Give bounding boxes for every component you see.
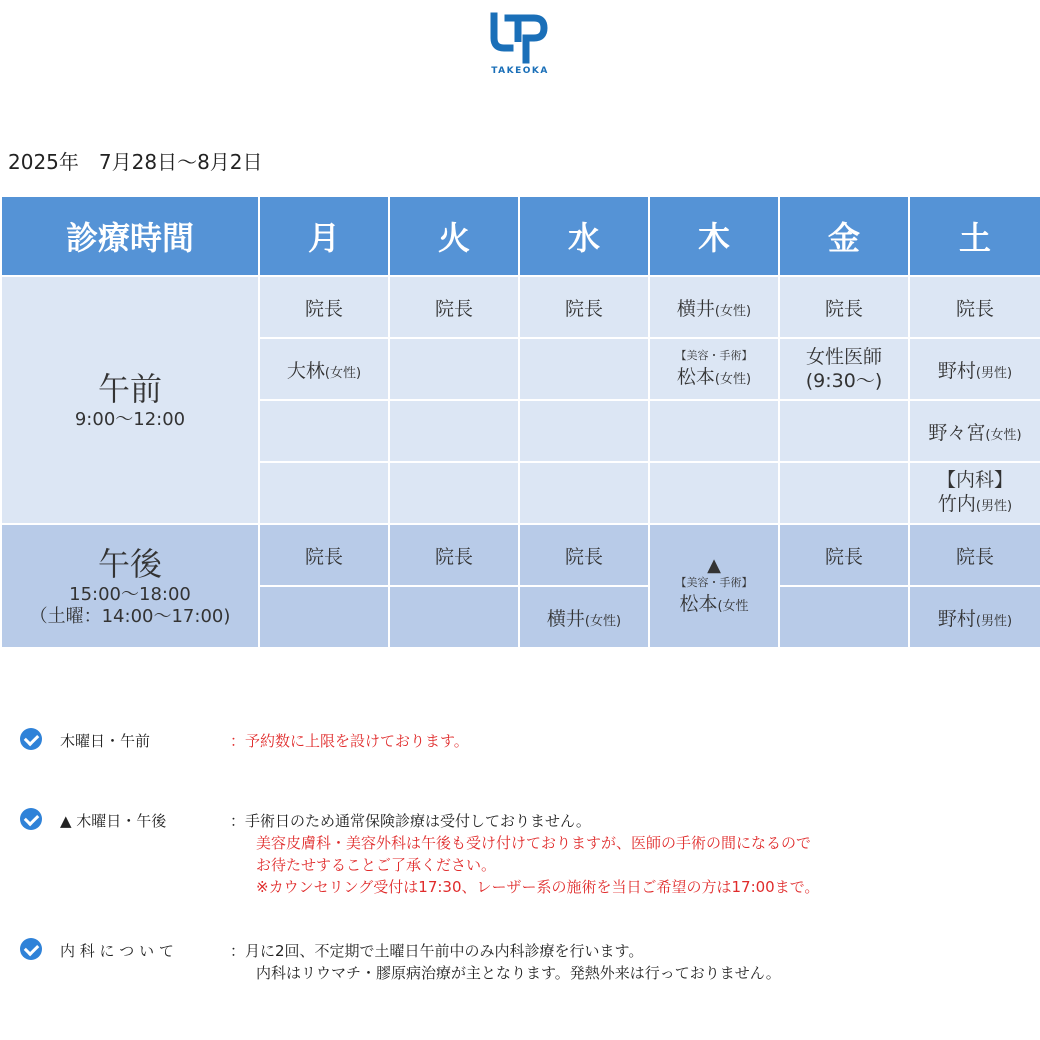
takeoka-logo[interactable] [470,12,570,76]
cell [389,400,519,462]
cell: 横井(女性) [649,276,779,338]
cell [649,400,779,462]
note-text: ：予約数に上限を設けております。 [230,732,469,750]
cell [259,462,389,524]
check-circle-icon [20,938,42,960]
cell: 院長 [909,276,1040,338]
morning-row-1 [1,276,1040,338]
cell [259,586,389,648]
takeoka-logo-icon [490,12,550,64]
note-text: ：月に2回、不定期で土曜日午前中のみ内科診療を行います。 内科はリウマチ・膠原病治療が主となります。発熱外来は行っておりません。 [230,942,781,982]
cell [779,400,909,462]
note-label: 木曜日・午前 [60,732,151,750]
cell: 院長 [779,276,909,338]
check-circle-icon [20,808,42,830]
cell: 野村(男性) [909,586,1040,648]
cell: 院長 [389,276,519,338]
cell [389,462,519,524]
cell: 院長 [389,524,519,586]
header-hours: 診療時間 [1,196,259,276]
check-circle-icon [20,728,42,750]
note-label: ▲ 木曜日・午後 [60,812,167,830]
cell [519,400,649,462]
cell: 院長 [909,524,1040,586]
cell [779,586,909,648]
note-label: 内 科 に つ い て [60,942,174,960]
afternoon-row-1 [1,524,1040,586]
header-thu: 木 [649,196,779,276]
cell: 女性医師 (9:30～) [779,338,909,400]
cell: 院長 [519,524,649,586]
cell: 大林(女性) [259,338,389,400]
date-range: 2025年 7月28日～8月2日 [8,150,263,174]
cosmetic-surgery-tag: 【美容・手術】 [675,349,753,362]
cell: 野村(男性) [909,338,1040,400]
cell [389,586,519,648]
cell: 院長 [779,524,909,586]
morning-period [1,276,259,524]
cell: 横井(女性) [519,586,649,648]
logo-text: TAKEOKA [491,66,549,76]
morning-time: 9:00～12:00 [74,409,186,430]
cell: 【美容・手術】 松本(女性) [649,338,779,400]
note-text: ：手術日のため通常保険診療は受付しておりません。 美容皮膚科・美容外科は午後も受け付けておりますが、医師の手術の間になるので お待たせすることご了承ください。 ※カウンセリング受付は17:30、レーザー系の施術を当日ご希望の方は17:00まで。 [230,812,820,896]
thursday-afternoon-cell: ▲ 【美容・手術】 松本(女性 [649,524,779,648]
cell [519,338,649,400]
cell [519,462,649,524]
cell [779,462,909,524]
afternoon-title: 午後 [97,545,162,583]
cell: 野々宮(女性) [909,400,1040,462]
cell [259,400,389,462]
header-sat: 土 [909,196,1040,276]
schedule-header-row [1,196,1040,276]
triangle-icon: ▲ [707,555,721,576]
cell: 院長 [259,524,389,586]
schedule-table [0,195,1040,649]
header-wed: 水 [519,196,649,276]
cell [389,338,519,400]
header-mon: 月 [259,196,389,276]
afternoon-time: 15:00～18:00 [69,584,191,605]
afternoon-period [1,524,259,648]
morning-title: 午前 [97,370,162,408]
cell: 院長 [519,276,649,338]
header-tue: 火 [389,196,519,276]
cell: 院長 [259,276,389,338]
afternoon-sat-time: （土曜：14:00～17:00) [29,606,231,627]
cell [649,462,779,524]
cell: 【内科】 竹内(男性) [909,462,1040,524]
header-fri: 金 [779,196,909,276]
